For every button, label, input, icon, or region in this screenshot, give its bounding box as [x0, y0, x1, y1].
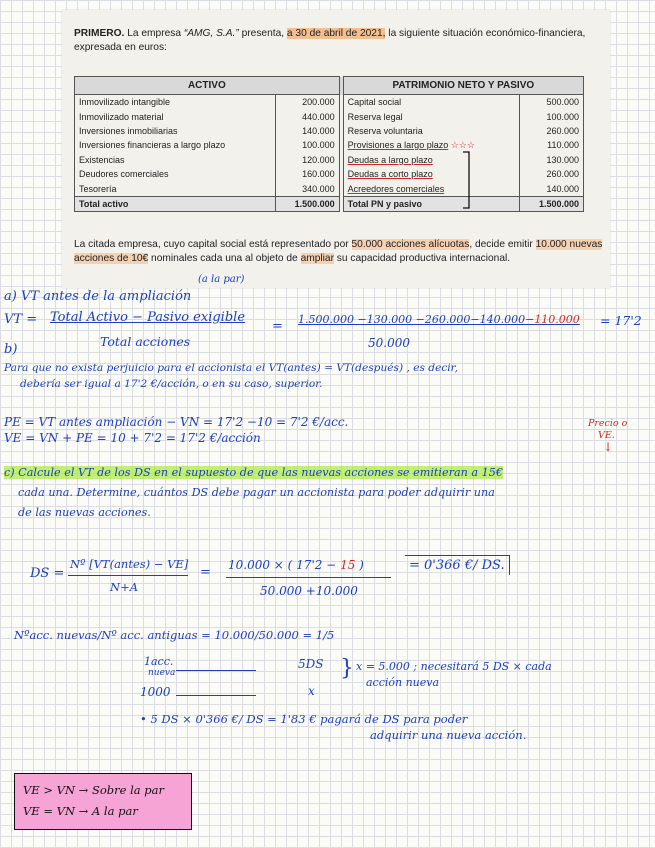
arrow-down-icon: ↓ — [603, 440, 614, 454]
part-b-line1: Para que no exista perjuicio para el accionista el VT(antes) = VT(después) , es decir, — [4, 362, 458, 374]
table-row: Inversiones inmobiliarias 140.000 Reserva voluntaria 260.000 — [75, 124, 584, 138]
rule-left-2: 1000 — [140, 685, 171, 699]
rule-result-1: x = 5.000 ; necesitará 5 DS × cada — [356, 660, 552, 673]
rule-mid-2: x — [308, 684, 315, 698]
part-a-title: a) VT antes de la ampliación — [4, 289, 192, 304]
table-row: Tesorería 340.000 Acreedores comerciales 140.000 — [75, 181, 584, 196]
ds-value-denominator: 50.000 +10.000 — [260, 584, 358, 598]
vt-rhs-denominator: 50.000 — [368, 336, 410, 350]
part-b-label: b) — [4, 342, 18, 357]
ds-value-bar — [226, 577, 391, 578]
vt-numerator: Total Activo − Pasivo exigible — [50, 310, 246, 325]
ds-formula-numerator: Nº [VT(antes) − VE] — [70, 557, 189, 571]
precio-note: Precio o — [588, 418, 628, 429]
ratio-line: Nºacc. nuevas/Nº acc. antiguas = 10.000/50.000 = 1/5 — [14, 628, 335, 642]
summary-box — [14, 773, 192, 830]
table-row: Inmovilizado intangible 200.000 Capital social 500.000 — [75, 95, 584, 110]
ds-value-numerator: 10.000 × ( 17'2 − 15 ) — [228, 558, 364, 572]
printed-statement — [62, 10, 610, 288]
vt-lhs: VT = — [4, 312, 38, 327]
assets-header: ACTIVO — [75, 77, 340, 95]
rule-result-2: acción nueva — [366, 676, 440, 689]
part-c-line3: de las nuevas acciones. — [18, 506, 151, 519]
outro-paragraph: La citada empresa, cuyo capital social está representado por 50.000 acciones alícuotas, decide emitir 10.000 nuevas acciones de 10€ nominales cada una al objeto de ampliar su capacidad productiva internacional. — [74, 239, 603, 264]
ve-note: VE. — [598, 430, 615, 441]
rule-left-1: 1acc. — [144, 655, 174, 668]
vt-denominator: Total acciones — [100, 334, 191, 349]
table-row: Inmovilizado material 440.000 Reserva legal 100.000 — [75, 109, 584, 123]
summary-line2: VE = VN → A la par — [23, 804, 138, 818]
bullet-line1: • 5 DS × 0'366 €/ DS = 1'83 € pagará de DS para poder — [140, 712, 468, 726]
liabilities-header: PATRIMONIO NETO Y PASIVO — [343, 77, 583, 95]
vt-result: = 17'2 — [600, 313, 642, 328]
debt-bracket — [460, 150, 474, 212]
part-c-line2: cada una. Determine, cuántos DS debe pagar un accionista para poder adquirir una — [18, 486, 495, 499]
intro-paragraph: PRIMERO. La empresa “AMG, S.A.” presenta, a 30 de abril de 2021, la siguiente situación económico-financiera, expresada en euros: — [74, 28, 586, 53]
ds-result: = 0'366 €/ DS. — [405, 555, 510, 575]
curly-brace: } — [340, 656, 354, 681]
rule-left-1b: nueva — [148, 668, 176, 678]
pe-line: PE = VT antes ampliación − VN = 17'2 −10 = 7'2 €/acc. — [4, 415, 349, 429]
total-row: Total activo 1.500.000 Total PN y pasivo 1.500.000 — [75, 196, 584, 211]
ds-formula-denominator: N+A — [110, 580, 139, 594]
balance-table — [74, 76, 584, 212]
vt-rhs-numerator: 1.500.000 −130.000 −260.000−140.000−110.000 — [298, 313, 580, 326]
star-marks: ☆☆☆ — [450, 139, 475, 150]
part-c-line1: c) Calcule el VT de los DS en el supuesto de que las nuevas acciones se emitieran a 15€ — [4, 466, 503, 479]
ve-line: VE = VN + PE = 10 + 7'2 = 17'2 €/acción — [4, 431, 261, 445]
rule-mid-1: 5DS — [298, 657, 324, 671]
summary-line1: VE > VN → Sobre la par — [23, 783, 164, 797]
table-row: Inversiones financieras a largo plazo 100.000 Provisiones a largo plazo ☆☆☆ 110.000 — [75, 138, 584, 152]
part-b-line2: debería ser igual a 17'2 €/acción, o en su caso, superior. — [20, 378, 323, 390]
highlight-date: a 30 de abril de 2021, — [286, 28, 386, 39]
bullet-line2: adquirir una nueva acción. — [370, 728, 527, 742]
table-row: Existencias 120.000 Deudas a largo plazo 130.000 — [75, 153, 584, 167]
ds-fraction-bar — [68, 575, 188, 576]
ds-lhs: DS = — [30, 566, 65, 581]
table-row: Deudores comerciales 160.000 Deudas a corto plazo 260.000 — [75, 167, 584, 181]
a-la-par-note: (a la par) — [198, 274, 245, 285]
